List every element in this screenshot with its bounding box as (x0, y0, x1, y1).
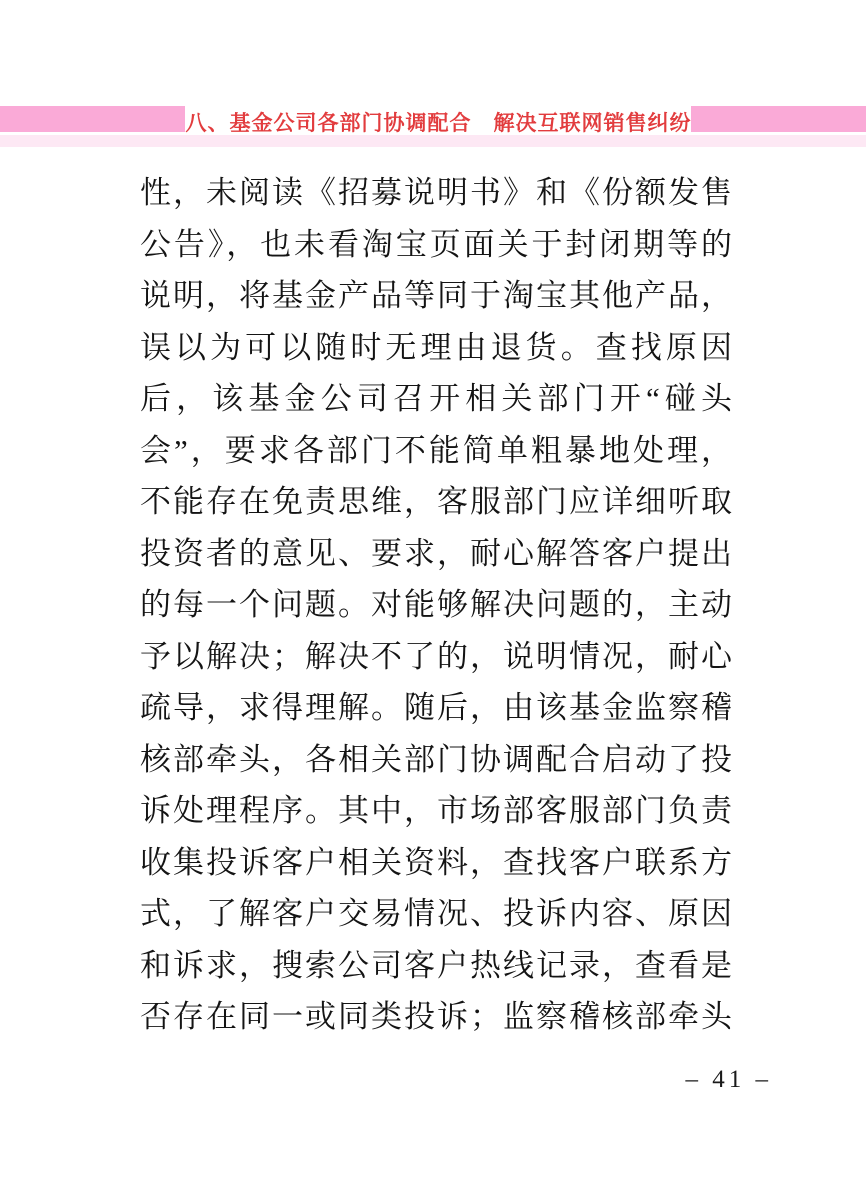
text-line: 公告》，也未看淘宝页面关于封闭期等的 (140, 226, 732, 262)
body-paragraph (140, 167, 732, 1043)
running-header-band (0, 106, 866, 135)
text-line: 核部牵头，各相关部门协调配合启动了投 (140, 741, 732, 777)
text-line: 误以为可以随时无理由退货。查找原因 (140, 329, 732, 365)
text-line: 予以解决；解决不了的，说明情况，耐心 (140, 638, 732, 674)
text-line: 会”，要求各部门不能简单粗暴地处理， (140, 432, 732, 468)
header-band-right-block (691, 106, 866, 132)
text-line: 投资者的意见、要求，耐心解答客户提出 (140, 535, 732, 571)
text-line: 式，了解客户交易情况、投诉内容、原因 (140, 896, 732, 931)
header-band-shadow (0, 135, 866, 147)
page-number: – 41 – (685, 1066, 772, 1093)
text-line: 疏导，求得理解。随后，由该基金监察稽 (140, 690, 732, 725)
text-line: 收集投诉客户相关资料，查找客户联系方 (140, 844, 732, 880)
text-line: 不能存在免责思维，客服部门应详细听取 (140, 484, 732, 519)
running-header-title: 八、基金公司各部门协调配合 解决互联网销售纠纷 (185, 112, 692, 135)
text-line: 说明，将基金产品等同于淘宝其他产品， (140, 278, 732, 313)
text-line: 性，未阅读《招募说明书》和《份额发售 (140, 175, 732, 210)
text-line: 的每一个问题。对能够解决问题的，主动 (140, 587, 732, 622)
text-line: 后，该基金公司召开相关部门开“碰头 (140, 381, 732, 416)
text-line: 和诉求，搜索公司客户热线记录，查看是 (140, 947, 732, 983)
text-line: 诉处理程序。其中，市场部客服部门负责 (140, 793, 732, 828)
page-footer (0, 1066, 866, 1094)
header-band-left-block (0, 106, 185, 132)
text-line: 否存在同一或同类投诉；监察稽核部牵头 (140, 999, 732, 1034)
header-band-center (185, 106, 692, 135)
